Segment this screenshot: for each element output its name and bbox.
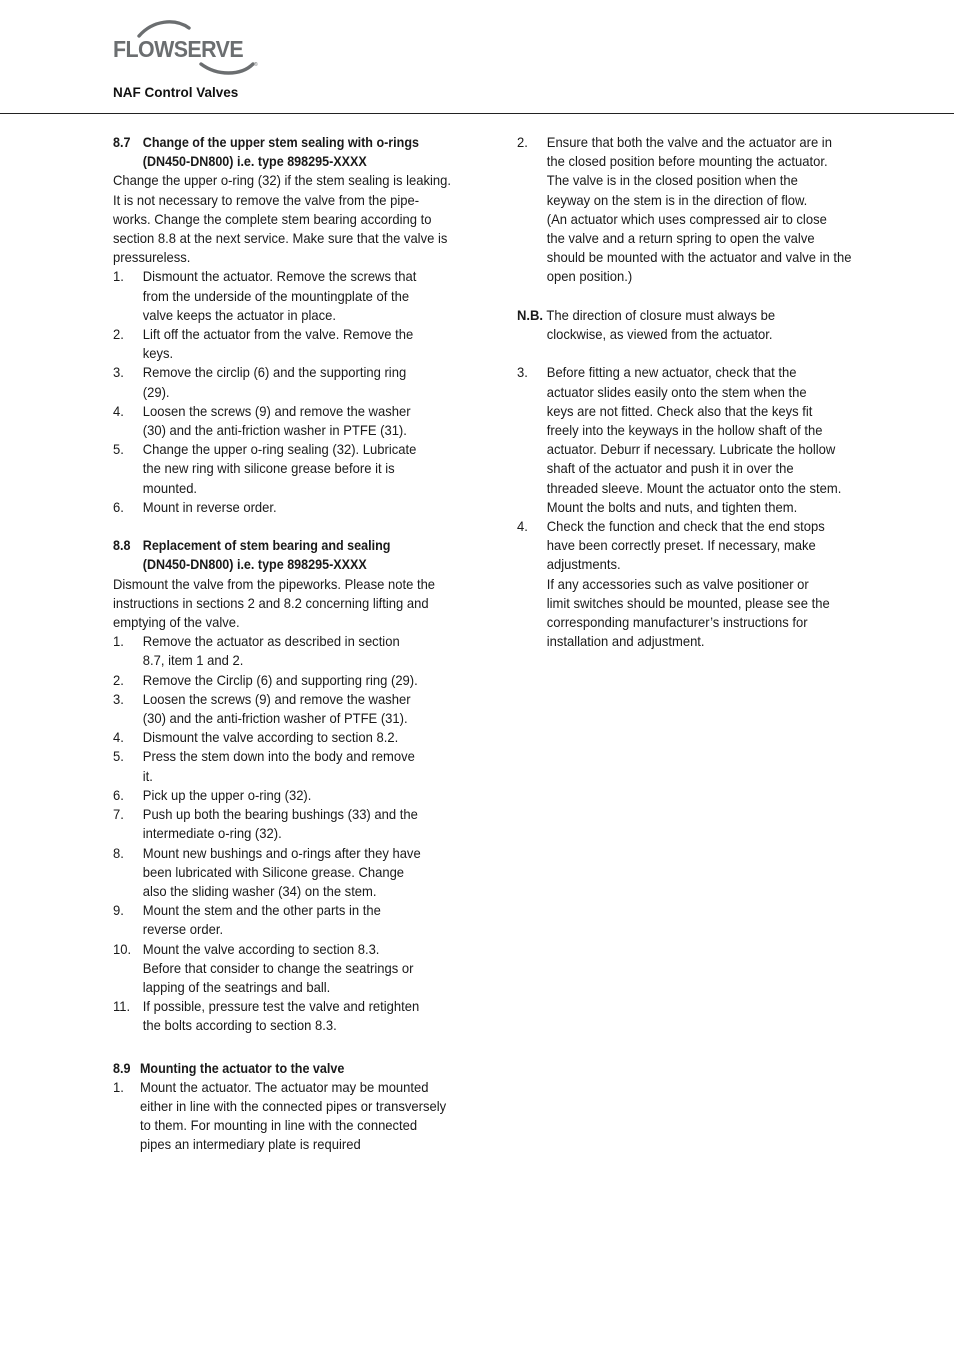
list-item: 10. Mount the valve according to section 8.3. Before that consider to change the seatrings or lapping of the seatrings and ball. [113,940,414,995]
left-column [113,133,483,1155]
section-heading [113,536,483,574]
list-item: 8. Mount new bushings and o-rings after they have been lubricated with Silicone grease. Change also the sliding washer (34) on the stem. [113,844,421,899]
section-title: Change of the upper stem sealing with o-rings (DN450-DN800) i.e. type 898295-XXXX [142,135,419,170]
note-block: N.B. The direction of closure must always be clockwise, as viewed from the actuator. [517,306,776,343]
section-title: Replacement of stem bearing and sealing (DN450-DN800) i.e. type 898295-XXXX [142,538,391,573]
section-heading [113,133,483,171]
list-item: 2. Ensure that both the valve and the actuator are in the closed position before mounting the actuator. The valve is in the closed position when the keyway on the stem is in the direction of flow. (An actuator which uses compressed air to close the valve and a return spring to open the valve should be mounted with the actuator and valve in the open position.) [517,134,852,285]
list-item: 1. Dismount the actuator. Remove the screws that from the underside of the mountingplate of the valve keeps the actuator in place. [113,268,417,323]
list-item: 7. Push up both the bearing bushings (33) and the intermediate o-ring (32). [113,806,418,842]
flowserve-logo [113,20,263,80]
list-item: 3. Remove the circlip (6) and the supporting ring (29). [113,364,407,400]
list-item: 6. Mount in reverse order. [113,498,277,515]
svg-text:®: ® [254,62,258,68]
right-column [517,133,887,651]
logo-wordmark: FLOWSERVE [113,36,244,62]
list-item: 4. Loosen the screws (9) and remove the washer (30) and the anti-friction washer in PTFE (31). [113,402,411,439]
section-intro: Change the upper o-ring (32) if the stem sealing is leaking. It is not necessary to remove the valve from the pipe- works. Change the complete stem bearing according to section 8.8 at the next service. Make sure that the valve is pressureless. [113,172,451,266]
list-item: 11. If possible, pressure test the valve and retighten the bolts according to section 8.3. [113,998,420,1034]
list-item: 3. Before fitting a new actuator, check that the actuator slides easily onto the stem when the keys are not fitted. Check also that the keys fit freely into the keyways in the hollow shaft of the actuator. Deburr if necessary. Lubricate the hollow shaft of the actuator and push it in over the threaded sleeve. Mount the actuator onto the stem. Mount the bolts and nuts, and tighten them. [517,364,842,515]
list-item: 5. Press the stem down into the body and remove it. [113,748,415,784]
section-intro: Dismount the valve from the pipeworks. Please note the instructions in sections 2 and 8.2 concerning lifting and emptying of the valve. [113,575,436,631]
list-item: 4. Dismount the valve according to section 8.2. [113,729,399,746]
list-item: 6. Pick up the upper o-ring (32). [113,786,312,803]
header-divider [0,113,954,114]
list-item: 1. Mount the actuator. The actuator may be mounted either in line with the connected pipes or transversely to them. For mounting in line with the connected pipes an intermediary plate is required [113,1078,447,1153]
section-number: 8.8 [113,538,131,554]
list-item: 9. Mount the stem and the other parts in the reverse order. [113,902,381,938]
list-item: 1. Remove the actuator as described in section 8.7, item 1 and 2. [113,633,400,669]
section-title: Mounting the actuator to the valve [139,1060,345,1076]
list-item: 2. Lift off the actuator from the valve. Remove the keys. [113,326,414,362]
document-subtitle: NAF Control Valves [113,85,239,100]
section-number: 8.9 [113,1060,131,1076]
list-item: 5. Change the upper o-ring sealing (32). Lubricate the new ring with silicone grease before it is mounted. [113,441,417,496]
list-item: 3. Loosen the screws (9) and remove the washer (30) and the anti-friction washer of PTFE (31). [113,690,411,727]
list-item: 2. Remove the Circlip (6) and supporting ring (29). [113,671,418,688]
note-label: N.B. [517,306,544,323]
section-number: 8.7 [113,135,131,150]
section-heading [113,1059,483,1078]
list-item: 4. Check the function and check that the end stops have been correctly preset. If necessary, make adjustments. If any accessories such as valve positioner or limit switches should be mounted, please see the corresponding manufacturer’s instructions for installation and adjustment. [517,518,830,650]
